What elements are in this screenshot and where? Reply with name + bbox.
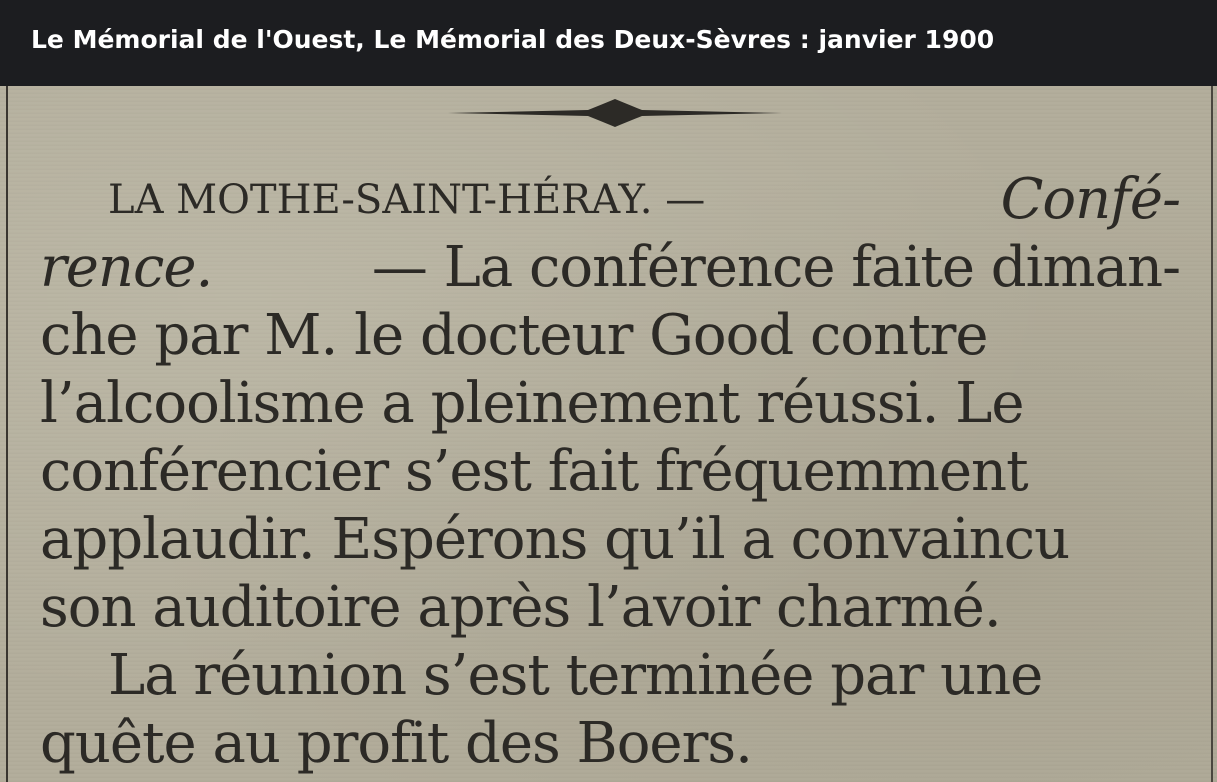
article-line xyxy=(40,506,1069,574)
article-line-text: l’alcoolisme a pleinement réussi. Le xyxy=(40,371,1024,436)
title-bar xyxy=(0,0,1217,86)
article-rubric-end: rence. xyxy=(40,235,213,300)
article-line xyxy=(108,642,1042,710)
article-line-text: quête au profit des Boers. xyxy=(40,711,752,776)
article-line-text: son auditoire après l’avoir charmé. xyxy=(40,575,1001,640)
article-place-heading: LA MOTHE-SAINT-HÉRAY. — xyxy=(108,177,706,223)
article-line xyxy=(40,302,988,370)
newspaper-scan xyxy=(0,86,1217,782)
article-line xyxy=(40,234,1180,302)
article-line-text: — La conférence faite diman- xyxy=(371,235,1180,300)
document-title: Le Mémorial de l'Ouest, Le Mémorial des Deux-Sèvres : janvier 1900 xyxy=(31,24,995,54)
section-divider-ornament xyxy=(448,96,782,130)
column-rule-left xyxy=(6,86,8,782)
article-line-text: applaudir. Espérons qu’il a convaincu xyxy=(40,507,1070,572)
article-line-text: che par M. le docteur Good contre xyxy=(40,303,988,368)
article-line xyxy=(40,710,752,778)
article-line-text: conférencier s’est fait fréquemment xyxy=(40,439,1028,504)
article-line xyxy=(40,574,1001,642)
article-line-text: La réunion s’est terminée par une xyxy=(108,643,1043,708)
article-line xyxy=(108,166,1180,234)
article-line xyxy=(40,438,1028,506)
article-rubric: Confé- xyxy=(1000,167,1180,232)
article-line xyxy=(40,370,1024,438)
column-rule-right xyxy=(1211,86,1213,782)
